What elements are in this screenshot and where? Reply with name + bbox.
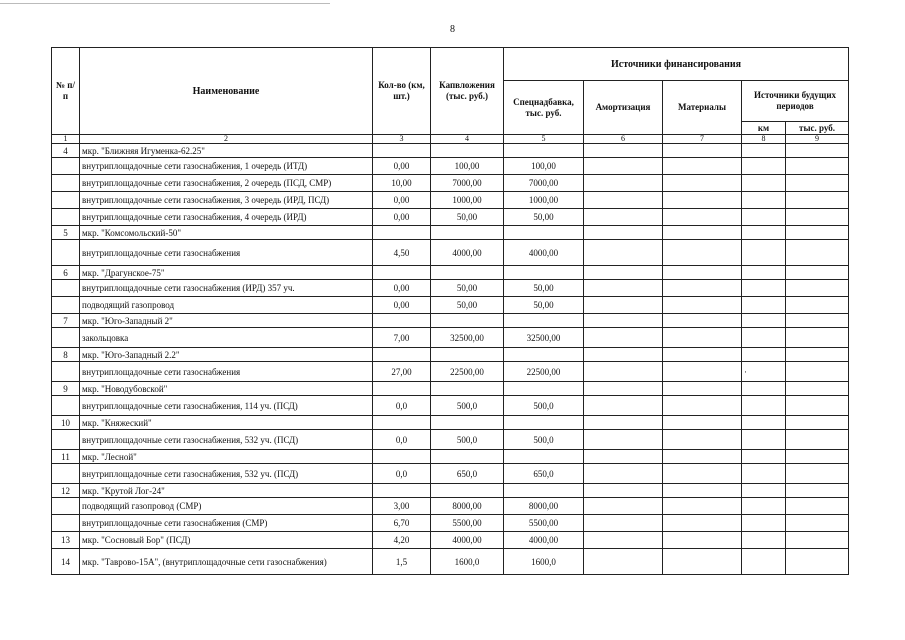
row-number-cell	[52, 498, 80, 515]
row-surcharge-cell	[504, 314, 584, 328]
page-number: 8	[450, 24, 455, 35]
row-invest-cell	[431, 314, 504, 328]
row-materials-cell	[663, 192, 742, 209]
row-name-cell: подводящий газопровод (СМР)	[80, 498, 373, 515]
district-row	[52, 382, 849, 396]
row-km-cell	[742, 209, 786, 226]
row-materials-cell	[663, 314, 742, 328]
column-number: 3	[373, 135, 431, 144]
row-thousand-cell	[786, 175, 849, 192]
row-amortization-cell	[584, 450, 663, 464]
row-invest-cell: 4000,00	[431, 532, 504, 549]
header-amortization: Амортизация	[584, 81, 663, 135]
row-name-cell: внутриплощадочные сети газоснабжения (СМР)	[80, 515, 373, 532]
column-number: 8	[742, 135, 786, 144]
row-surcharge-cell	[504, 382, 584, 396]
table-row	[52, 280, 849, 297]
row-materials-cell	[663, 297, 742, 314]
column-number-row	[52, 135, 849, 144]
column-number: 9	[786, 135, 849, 144]
row-qty-cell	[373, 416, 431, 430]
row-km-cell	[742, 549, 786, 575]
row-invest-cell: 500,0	[431, 396, 504, 416]
row-amortization-cell	[584, 498, 663, 515]
header-invest: Капвложения (тыс. руб.)	[431, 48, 504, 135]
row-km-cell	[742, 144, 786, 158]
row-thousand-cell	[786, 382, 849, 396]
row-invest-cell	[431, 266, 504, 280]
row-number-cell: 8	[52, 348, 80, 362]
table-row	[52, 240, 849, 266]
row-qty-cell: 0,0	[373, 430, 431, 450]
row-name-cell: мкр. "Юго-Западный 2"	[80, 314, 373, 328]
row-amortization-cell	[584, 416, 663, 430]
row-qty-cell	[373, 382, 431, 396]
district-row	[52, 144, 849, 158]
column-number: 4	[431, 135, 504, 144]
column-number: 1	[52, 135, 80, 144]
row-thousand-cell	[786, 314, 849, 328]
row-km-cell	[742, 416, 786, 430]
row-name-cell: мкр. "Драгунское-75"	[80, 266, 373, 280]
column-number: 5	[504, 135, 584, 144]
row-amortization-cell	[584, 314, 663, 328]
row-invest-cell: 8000,00	[431, 498, 504, 515]
row-invest-cell: 100,00	[431, 158, 504, 175]
row-number-cell	[52, 464, 80, 484]
row-number-cell	[52, 297, 80, 314]
row-surcharge-cell: 50,00	[504, 209, 584, 226]
row-amortization-cell	[584, 240, 663, 266]
row-thousand-cell	[786, 209, 849, 226]
row-number-cell	[52, 280, 80, 297]
row-number-cell	[52, 158, 80, 175]
row-amortization-cell	[584, 464, 663, 484]
row-name-cell: мкр. "Крутой Лог-24"	[80, 484, 373, 498]
row-name-cell: мкр. "Таврово-15А", (внутриплощадочные сети газоснабжения)	[80, 549, 373, 575]
row-amortization-cell	[584, 348, 663, 362]
row-surcharge-cell: 22500,00	[504, 362, 584, 382]
row-km-cell	[742, 192, 786, 209]
table-row	[52, 515, 849, 532]
row-number-cell: 7	[52, 314, 80, 328]
row-thousand-cell	[786, 362, 849, 382]
row-qty-cell: 4,20	[373, 532, 431, 549]
row-qty-cell: 3,00	[373, 498, 431, 515]
row-thousand-cell	[786, 297, 849, 314]
row-qty-cell: 0,0	[373, 396, 431, 416]
row-km-cell	[742, 382, 786, 396]
row-name-cell: внутриплощадочные сети газоснабжения	[80, 362, 373, 382]
row-thousand-cell	[786, 226, 849, 240]
row-thousand-cell	[786, 280, 849, 297]
row-thousand-cell	[786, 515, 849, 532]
row-name-cell: подводящий газопровод	[80, 297, 373, 314]
district-row	[52, 450, 849, 464]
row-name-cell: мкр. "Княжеский"	[80, 416, 373, 430]
row-materials-cell	[663, 362, 742, 382]
row-number-cell	[52, 430, 80, 450]
row-amortization-cell	[584, 362, 663, 382]
column-number: 7	[663, 135, 742, 144]
row-amortization-cell	[584, 226, 663, 240]
row-amortization-cell	[584, 158, 663, 175]
row-qty-cell: 0,00	[373, 280, 431, 297]
header-qty: Кол-во (км, шт.)	[373, 48, 431, 135]
row-km-cell	[742, 266, 786, 280]
row-number-cell	[52, 515, 80, 532]
table-row	[52, 362, 849, 382]
row-thousand-cell	[786, 144, 849, 158]
column-number: 2	[80, 135, 373, 144]
row-materials-cell	[663, 532, 742, 549]
row-materials-cell	[663, 226, 742, 240]
district-row	[52, 226, 849, 240]
row-number-cell: 6	[52, 266, 80, 280]
row-number-cell: 13	[52, 532, 80, 549]
row-surcharge-cell: 500,0	[504, 396, 584, 416]
row-number-cell	[52, 396, 80, 416]
row-name-cell: внутриплощадочные сети газоснабжения, 3 очередь (ИРД, ПСД)	[80, 192, 373, 209]
row-km-cell	[742, 280, 786, 297]
row-km-cell	[742, 314, 786, 328]
row-amortization-cell	[584, 396, 663, 416]
row-number-cell	[52, 209, 80, 226]
row-amortization-cell	[584, 175, 663, 192]
district-row	[52, 314, 849, 328]
row-materials-cell	[663, 464, 742, 484]
row-surcharge-cell	[504, 266, 584, 280]
row-surcharge-cell	[504, 348, 584, 362]
row-name-cell: мкр. "Ближняя Игуменка-62.25"	[80, 144, 373, 158]
row-invest-cell	[431, 416, 504, 430]
row-invest-cell: 50,00	[431, 280, 504, 297]
row-surcharge-cell: 100,00	[504, 158, 584, 175]
row-thousand-cell	[786, 549, 849, 575]
district-row	[52, 416, 849, 430]
row-km-cell	[742, 297, 786, 314]
row-qty-cell: 0,00	[373, 297, 431, 314]
row-invest-cell: 1600,0	[431, 549, 504, 575]
row-invest-cell: 5500,00	[431, 515, 504, 532]
row-number-cell: 12	[52, 484, 80, 498]
row-qty-cell: 0,00	[373, 158, 431, 175]
row-name-cell: внутриплощадочные сети газоснабжения	[80, 240, 373, 266]
header-sources: Источники финансирования	[504, 48, 849, 81]
row-materials-cell	[663, 416, 742, 430]
table-row	[52, 430, 849, 450]
column-number: 6	[584, 135, 663, 144]
row-amortization-cell	[584, 430, 663, 450]
row-km-cell	[742, 430, 786, 450]
row-surcharge-cell	[504, 450, 584, 464]
row-number-cell	[52, 362, 80, 382]
row-thousand-cell	[786, 498, 849, 515]
table-row	[52, 175, 849, 192]
row-surcharge-cell	[504, 484, 584, 498]
row-name-cell: внутриплощадочные сети газоснабжения, 114 уч. (ПСД)	[80, 396, 373, 416]
row-materials-cell	[663, 484, 742, 498]
row-invest-cell	[431, 484, 504, 498]
row-name-cell: внутриплощадочные сети газоснабжения, 532 уч. (ПСД)	[80, 430, 373, 450]
district-row	[52, 266, 849, 280]
row-invest-cell: 4000,00	[431, 240, 504, 266]
row-km-cell	[742, 498, 786, 515]
district-row	[52, 549, 849, 575]
district-row	[52, 484, 849, 498]
row-surcharge-cell: 500,0	[504, 430, 584, 450]
row-surcharge-cell	[504, 226, 584, 240]
row-km-cell	[742, 240, 786, 266]
row-amortization-cell	[584, 280, 663, 297]
table-row	[52, 297, 849, 314]
row-amortization-cell	[584, 328, 663, 348]
row-surcharge-cell: 1600,0	[504, 549, 584, 575]
row-invest-cell: 50,00	[431, 297, 504, 314]
row-thousand-cell	[786, 464, 849, 484]
row-amortization-cell	[584, 484, 663, 498]
row-thousand-cell	[786, 450, 849, 464]
row-thousand-cell	[786, 328, 849, 348]
row-materials-cell	[663, 328, 742, 348]
row-surcharge-cell: 4000,00	[504, 240, 584, 266]
row-surcharge-cell	[504, 144, 584, 158]
row-name-cell: внутриплощадочные сети газоснабжения, 4 очередь (ИРД)	[80, 209, 373, 226]
row-thousand-cell	[786, 192, 849, 209]
row-materials-cell	[663, 382, 742, 396]
row-name-cell: внутриплощадочные сети газоснабжения, 532 уч. (ПСД)	[80, 464, 373, 484]
row-invest-cell: 50,00	[431, 209, 504, 226]
row-number-cell	[52, 175, 80, 192]
row-km-cell	[742, 396, 786, 416]
row-qty-cell	[373, 266, 431, 280]
row-invest-cell: 7000,00	[431, 175, 504, 192]
table-row	[52, 209, 849, 226]
header-materials: Материалы	[663, 81, 742, 135]
row-qty-cell: 0,00	[373, 209, 431, 226]
row-qty-cell: 0,00	[373, 192, 431, 209]
row-surcharge-cell	[504, 416, 584, 430]
row-qty-cell	[373, 450, 431, 464]
row-materials-cell	[663, 280, 742, 297]
row-amortization-cell	[584, 209, 663, 226]
row-amortization-cell	[584, 515, 663, 532]
row-km-cell	[742, 226, 786, 240]
row-name-cell: закольцовка	[80, 328, 373, 348]
row-qty-cell	[373, 484, 431, 498]
row-materials-cell	[663, 175, 742, 192]
row-materials-cell	[663, 515, 742, 532]
row-qty-cell	[373, 226, 431, 240]
table-row	[52, 498, 849, 515]
row-thousand-cell	[786, 532, 849, 549]
table-row	[52, 192, 849, 209]
row-name-cell: мкр. "Новодубовской"	[80, 382, 373, 396]
row-invest-cell: 1000,00	[431, 192, 504, 209]
row-km-cell	[742, 450, 786, 464]
row-thousand-cell	[786, 430, 849, 450]
row-number-cell	[52, 240, 80, 266]
row-km-cell	[742, 464, 786, 484]
row-km-cell	[742, 348, 786, 362]
header-thousand-rub: тыс. руб.	[786, 122, 849, 135]
row-km-cell	[742, 158, 786, 175]
row-qty-cell: 1,5	[373, 549, 431, 575]
row-thousand-cell	[786, 484, 849, 498]
row-invest-cell	[431, 348, 504, 362]
row-materials-cell	[663, 240, 742, 266]
district-row	[52, 348, 849, 362]
row-name-cell: мкр. "Сосновый Бор" (ПСД)	[80, 532, 373, 549]
row-invest-cell	[431, 226, 504, 240]
financing-table	[51, 47, 849, 575]
row-qty-cell: 27,00	[373, 362, 431, 382]
row-name-cell: внутриплощадочные сети газоснабжения, 2 очередь (ПСД, СМР)	[80, 175, 373, 192]
row-invest-cell: 650,0	[431, 464, 504, 484]
header-name: Наименование	[80, 48, 373, 135]
row-name-cell: мкр. "Комсомольский-50"	[80, 226, 373, 240]
row-number-cell: 4	[52, 144, 80, 158]
row-materials-cell	[663, 209, 742, 226]
row-surcharge-cell: 50,00	[504, 297, 584, 314]
district-row	[52, 532, 849, 549]
header-surcharge: Спецнадбавка, тыс. руб.	[504, 81, 584, 135]
row-materials-cell	[663, 348, 742, 362]
row-surcharge-cell: 1000,00	[504, 192, 584, 209]
row-qty-cell: 4,50	[373, 240, 431, 266]
row-surcharge-cell: 32500,00	[504, 328, 584, 348]
row-amortization-cell	[584, 382, 663, 396]
row-qty-cell: 0,0	[373, 464, 431, 484]
row-materials-cell	[663, 549, 742, 575]
row-thousand-cell	[786, 416, 849, 430]
row-thousand-cell	[786, 348, 849, 362]
row-thousand-cell	[786, 240, 849, 266]
row-invest-cell: 22500,00	[431, 362, 504, 382]
table-row	[52, 396, 849, 416]
row-qty-cell	[373, 144, 431, 158]
row-surcharge-cell: 50,00	[504, 280, 584, 297]
row-thousand-cell	[786, 266, 849, 280]
row-amortization-cell	[584, 532, 663, 549]
scan-top-line	[0, 3, 330, 4]
row-qty-cell: 6,70	[373, 515, 431, 532]
row-qty-cell	[373, 314, 431, 328]
row-name-cell: мкр. "Лесной"	[80, 450, 373, 464]
row-number-cell: 5	[52, 226, 80, 240]
row-materials-cell	[663, 430, 742, 450]
row-qty-cell: 10,00	[373, 175, 431, 192]
row-amortization-cell	[584, 192, 663, 209]
row-amortization-cell	[584, 144, 663, 158]
row-km-cell	[742, 532, 786, 549]
row-number-cell	[52, 192, 80, 209]
row-materials-cell	[663, 498, 742, 515]
row-invest-cell	[431, 144, 504, 158]
row-amortization-cell	[584, 549, 663, 575]
row-km-cell	[742, 515, 786, 532]
table-row	[52, 464, 849, 484]
row-materials-cell	[663, 158, 742, 175]
row-qty-cell	[373, 348, 431, 362]
row-materials-cell	[663, 144, 742, 158]
header-km: км	[742, 122, 786, 135]
row-number-cell: 11	[52, 450, 80, 464]
row-number-cell: 14	[52, 549, 80, 575]
row-invest-cell	[431, 450, 504, 464]
row-surcharge-cell: 4000,00	[504, 532, 584, 549]
row-km-cell	[742, 175, 786, 192]
row-invest-cell: 500,0	[431, 430, 504, 450]
row-thousand-cell	[786, 396, 849, 416]
row-km-cell	[742, 484, 786, 498]
row-invest-cell	[431, 382, 504, 396]
row-surcharge-cell: 5500,00	[504, 515, 584, 532]
row-materials-cell	[663, 396, 742, 416]
row-materials-cell	[663, 450, 742, 464]
row-name-cell: внутриплощадочные сети газоснабжения (ИРД) 357 уч.	[80, 280, 373, 297]
table-body	[52, 144, 849, 575]
table-row	[52, 328, 849, 348]
row-amortization-cell	[584, 266, 663, 280]
row-qty-cell: 7,00	[373, 328, 431, 348]
row-number-cell	[52, 328, 80, 348]
row-amortization-cell	[584, 297, 663, 314]
row-name-cell: мкр. "Юго-Западный 2.2"	[80, 348, 373, 362]
row-surcharge-cell: 650,0	[504, 464, 584, 484]
row-number-cell: 10	[52, 416, 80, 430]
header-future-sources: Источники будущих периодов	[742, 81, 849, 122]
row-invest-cell: 32500,00	[431, 328, 504, 348]
row-name-cell: внутриплощадочные сети газоснабжения, 1 очередь (ИТД)	[80, 158, 373, 175]
row-number-cell: 9	[52, 382, 80, 396]
row-materials-cell	[663, 266, 742, 280]
row-surcharge-cell: 7000,00	[504, 175, 584, 192]
row-surcharge-cell: 8000,00	[504, 498, 584, 515]
table-row	[52, 158, 849, 175]
row-km-cell: ·	[742, 362, 786, 382]
header-num: № п/п	[52, 48, 80, 135]
row-km-cell	[742, 328, 786, 348]
row-thousand-cell	[786, 158, 849, 175]
